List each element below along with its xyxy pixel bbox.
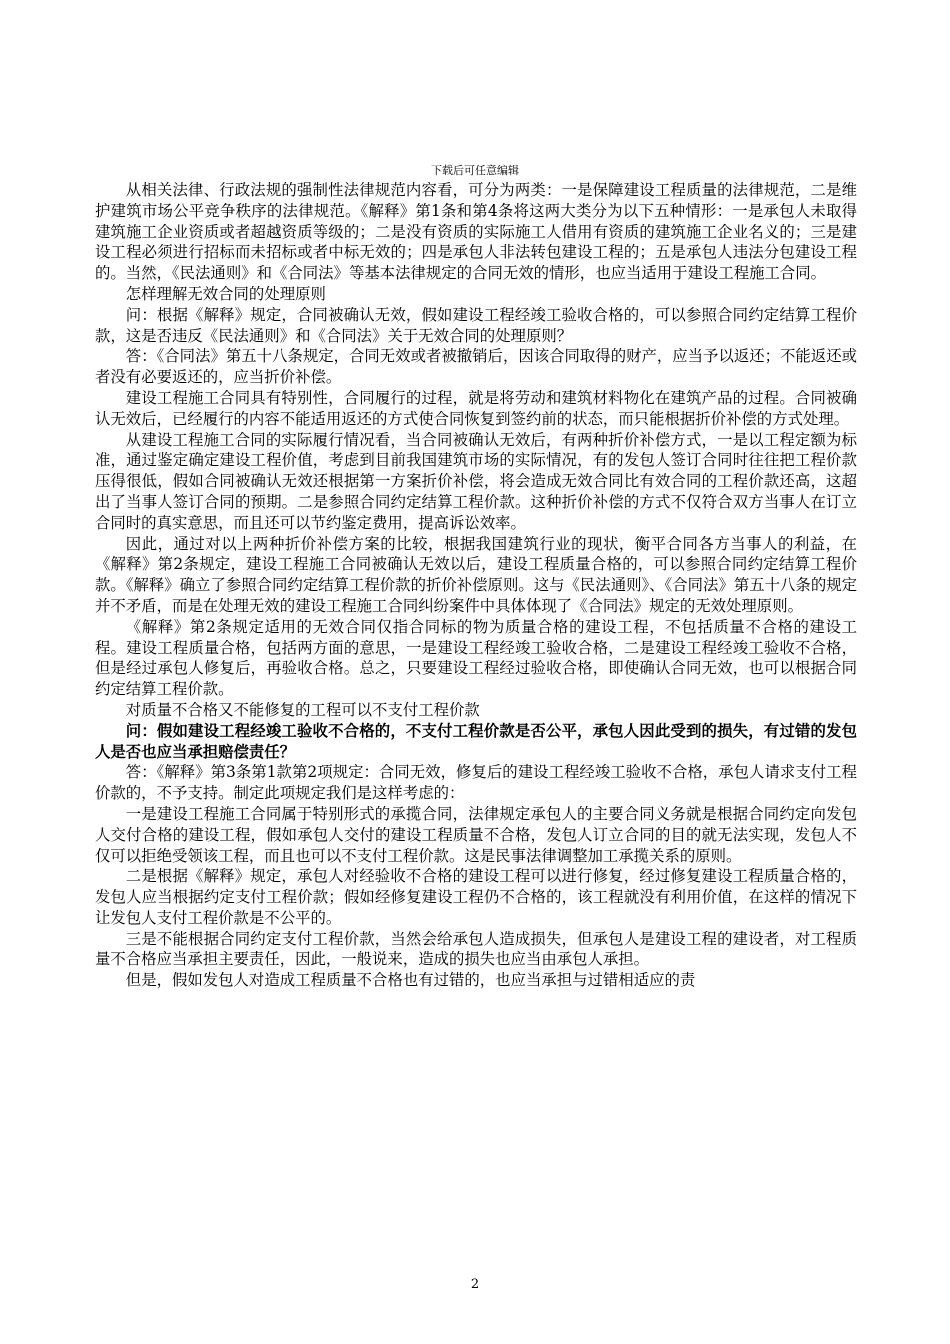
- answer-paragraph-2: 答：《解释》第3条第1款第2项规定：合同无效，修复后的建设工程经竣工验收不合格，承包人请求支付工程价款的，不予支持。制定此项规定我们是这样考虑的：: [95, 763, 857, 803]
- question-paragraph-2: 问：假如建设工程经竣工验收不合格的，不支付工程价款是否公平，承包人因此受到的损失，有过错的发包人是否也应当承担赔偿责任？: [95, 721, 857, 761]
- document-body: [95, 180, 857, 991]
- page-number: 2: [470, 1277, 480, 1292]
- paragraph-reason-2: 二是根据《解释》规定，承包人对经验收不合格的建设工程可以进行修复，经过修复建设工程质量合格的，发包人应当根据约定支付工程价款；假如经修复建设工程仍不合格的，该工程就没有利用价值，在这样的情况下让发包人支付工程价款是不公平的。: [95, 867, 857, 927]
- paragraph-article-2-scope: 《解释》第2条规定适用的无效合同仅指合同标的物为质量合格的建设工程，不包括质量不合格的建设工程。建设工程质量合格，包括两方面的意思，一是建设工程经竣工验收合格，二是建设工程经竣工验收不合格，但是经过承包人修复后，再验收合格。总之，只要建设工程经过验收合格，即使确认合同无效，也可以根据合同约定结算工程价款。: [95, 617, 857, 699]
- paragraph-reason-3: 三是不能根据合同约定支付工程价款，当然会给承包人造成损失，但承包人是建设工程的建设者，对工程质量不合格应当承担主要责任，因此，一般说来，造成的损失也应当由承包人承担。: [95, 929, 857, 969]
- paragraph-reason-1: 一是建设工程施工合同属于特别形式的承揽合同，法律规定承包人的主要合同义务就是根据合同约定向发包人交付合格的建设工程，假如承包人交付的建设工程质量不合格，发包人订立合同的目的就无法实现，发包人不仅可以拒绝受领该工程，而且也可以不支付工程价款。这是民事法律调整加工承揽关系的原则。: [95, 804, 857, 865]
- section-heading-invalid-contract-principle: 怎样理解无效合同的处理原则: [125, 284, 326, 303]
- paragraph-however: 但是，假如发包人对造成工程质量不合格也有过错的，也应当承担与过错相适应的责: [125, 971, 696, 990]
- paragraph-legal-norms: 从相关法律、行政法规的强制性法律规范内容看，可分为两类：一是保障建设工程质量的法律规范，二是维护建筑市场公平竞争秩序的法律规范。《解释》第1条和第4条将这两大类分为以下五种情形：一是承包人未取得建筑施工企业资质或者超越资质等级的；二是没有资质的实际施工人借用有资质的建筑施工企业名义的；三是建设工程必须进行招标而未招标或者中标无效的；四是承包人非法转包建设工程的；五是承包人违法分包建设工程的。当然，《民法通则》和《合同法》等基本法律规定的合同无效的情形，也应当适用于建设工程施工合同。: [95, 181, 857, 283]
- paragraph-contract-specialty: 建设工程施工合同具有特别性，合同履行的过程，就是将劳动和建筑材料物化在建筑产品的过程。合同被确认无效后，已经履行的内容不能适用返还的方式使合同恢复到签约前的状态，而只能根据折价补偿的方式处理。: [95, 388, 857, 428]
- section-heading-unqualified-project: 对质量不合格又不能修复的工程可以不支付工程价款: [125, 700, 480, 719]
- paragraph-conclusion: 因此，通过对以上两种折价补偿方案的比较，根据我国建筑行业的现状，衡平合同各方当事人的利益，在《解释》第2条规定，建设工程施工合同被确认无效以后，建设工程质量合格的，可以参照合同约定结算工程价款。《解释》确立了参照合同约定结算工程价款的折价补偿原则。这与《民法通则》、《合同法》第五十八条的规定并不矛盾，而是在处理无效的建设工程施工合同纠纷案件中具体体现了《合同法》规定的无效处理原则。: [95, 534, 857, 615]
- answer-paragraph-1: 答：《合同法》第五十八条规定，合同无效或者被撤销后，因该合同取得的财产，应当予以返还；不能返还或者没有必要返还的，应当折价补偿。: [95, 347, 857, 387]
- question-paragraph-1: 问：根据《解释》规定，合同被确认无效，假如建设工程经竣工验收合格的，可以参照合同约定结算工程价款，这是否违反《民法通则》和《合同法》关于无效合同的处理原则？: [95, 305, 857, 345]
- paragraph-compensation-methods: 从建设工程施工合同的实际履行情况看，当合同被确认无效后，有两种折价补偿方式，一是以工程定额为标准，通过鉴定确定建设工程价值，考虑到目前我国建筑市场的实际情况，有的发包人签订合同时往往把工程价款压得很低，假如合同被确认无效还根据第一方案折价补偿，将会造成无效合同比有效合同的工程价款还高，这超出了当事人签订合同的预期。二是参照合同约定结算工程价款。这种折价补偿的方式不仅符合双方当事人在订立合同时的真实意思，而且还可以节约鉴定费用，提高诉讼效率。: [95, 430, 857, 532]
- page-header: 下载后可任意编辑: [431, 164, 519, 177]
